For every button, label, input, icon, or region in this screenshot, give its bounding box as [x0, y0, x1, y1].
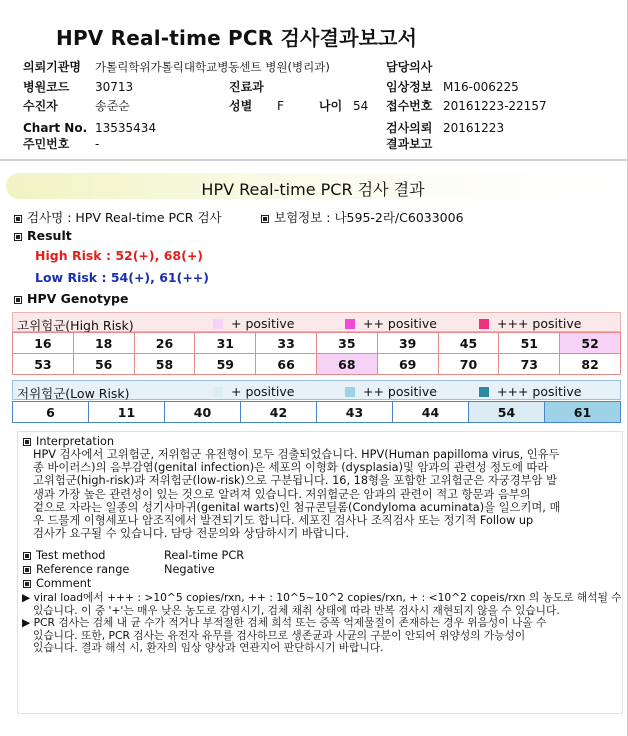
legend-low-plus-plus-plus	[479, 384, 581, 399]
comment-line: ▶ viral load에서 +++ : >10^5 copies/rxn, ++ : 10^5~10^2 copies/rxn, + : <10^2 copeis/rxn 의 농도로 해석될 수	[22, 591, 622, 604]
reference-range-line	[23, 563, 129, 576]
receipt-value: 20161223-22157	[443, 99, 547, 113]
gender-value: F	[277, 99, 284, 113]
clinical-info-label: 임상정보	[386, 80, 433, 94]
legend-low-plus-plus-swatch	[345, 387, 355, 397]
comment-heading-line	[23, 577, 91, 590]
genotype-cell: 35	[316, 333, 377, 354]
bullet-square-icon	[23, 552, 31, 560]
genotype-cell: 6	[13, 402, 89, 423]
genotype-cell: 43	[317, 402, 393, 423]
genotype-row	[13, 333, 621, 354]
bullet-square-icon	[23, 566, 31, 574]
test-method-label: Test method	[36, 549, 106, 562]
genotype-cell: 82	[560, 354, 621, 375]
genotype-cell: 69	[377, 354, 438, 375]
legend-low-plus-plus-text: ++ positive	[363, 384, 437, 399]
genotype-cell: 52	[560, 333, 621, 354]
high-risk-result	[35, 248, 203, 263]
genotype-cell: 70	[438, 354, 499, 375]
comment-line: 있습니다. 이 중 '+'는 매우 낮은 농도로 감염시기, 검체 채취 상태에 따라 반복 검사시 재현되지 않을 수 있습니다.	[33, 603, 560, 617]
high-risk-header	[12, 312, 621, 332]
bullet-square-icon	[261, 215, 269, 223]
genotype-cell: 26	[134, 333, 195, 354]
test-method-line	[23, 549, 105, 562]
low-risk-result	[35, 270, 209, 285]
interpretation-heading-line	[23, 435, 114, 448]
doctor-label: 담당의사	[386, 60, 433, 74]
genotype-cell: 56	[73, 354, 134, 375]
comment-text	[22, 592, 622, 655]
genotype-heading: HPV Genotype	[27, 291, 129, 306]
low-risk-value: : 54(+), 61(++)	[101, 270, 209, 285]
test-name-line	[14, 208, 222, 226]
bullet-square-icon	[14, 296, 22, 304]
interpretation-text	[33, 448, 560, 540]
interpretation-line: 검사가 요구될 수 있습니다. 담당 전문의와 상담하시기 바랍니다.	[33, 527, 350, 541]
low-risk-genotype-table	[12, 401, 621, 423]
chart-value: 13535434	[95, 121, 157, 135]
genotype-cell: 40	[165, 402, 241, 423]
legend-low-plus	[213, 384, 294, 399]
comment-line: ▶ PCR 검사는 검체 내 균 수가 적거나 부적절한 검체 희석 또는 증폭 억제물질이 존재하는 경우 위음성이 나올 수	[22, 616, 547, 630]
result-heading-line	[14, 228, 72, 243]
legend-plus-plus-plus	[479, 316, 581, 331]
banner-title: HPV Real-time PCR 검사 결과	[201, 180, 425, 199]
receipt-label: 접수번호	[386, 99, 433, 113]
genotype-cell: 54	[469, 402, 545, 423]
reference-range-label: Reference range	[36, 563, 130, 576]
result-heading: Result	[27, 228, 72, 243]
genotype-row	[13, 402, 621, 423]
genotype-cell: 61	[545, 402, 621, 423]
interpretation-line: 생과 가장 높은 관련성이 있는 것으로 알려져 있습니다. 저위험군은 암과의 관련이 적고 항문과 음부의	[33, 487, 531, 501]
gender-label: 성별	[229, 99, 253, 113]
legend-plus-text: + positive	[231, 316, 295, 331]
interpretation-line: 종 바이러스)의 음부감염(genital infection)은 세포의 이형화 (dysplasia)및 암과의 관련성 정도에 따라	[33, 461, 549, 475]
age-label: 나이	[319, 99, 343, 113]
comment-line: 있습니다. 또한, PCR 검사는 유전자 유무를 검사하므로 생존균과 사균의 구분이 안되어 위양성의 가능성이	[33, 628, 526, 642]
test-name: 검사명 : HPV Real-time PCR 검사	[27, 210, 222, 225]
legend-low-plus-plus-plus-swatch	[479, 387, 489, 397]
patient-value: 송준순	[95, 99, 130, 113]
low-risk-group-label: 저위험군(Low Risk)	[17, 386, 130, 401]
genotype-cell: 39	[377, 333, 438, 354]
result-banner	[6, 173, 620, 199]
high-risk-genotype-table	[12, 332, 621, 375]
request-date-value: 20161223	[443, 121, 505, 135]
insurance-line	[261, 208, 464, 226]
legend-plus-plus-plus-text: +++ positive	[497, 316, 582, 331]
low-risk-header	[12, 380, 621, 400]
reference-range-value: Negative	[164, 563, 215, 576]
institution-label: 의뢰기관명	[23, 60, 81, 74]
genotype-cell: 16	[13, 333, 74, 354]
genotype-cell: 11	[89, 402, 165, 423]
bullet-square-icon	[23, 438, 31, 446]
legend-plus-plus-swatch	[345, 319, 355, 329]
legend-low-plus-plus	[345, 384, 437, 399]
department-label: 진료과	[229, 80, 264, 94]
interpretation-line: 겉으로 자라는 일종의 성기사마귀(genital warts)인 첨규콘딜롬(Condyloma acuminata)을 일으키며, 매	[33, 500, 561, 514]
request-date-label: 검사의뢰	[386, 121, 433, 135]
genotype-cell: 68	[316, 354, 377, 375]
genotype-cell: 58	[134, 354, 195, 375]
low-risk-label: Low Risk	[35, 270, 98, 285]
legend-low-plus-plus-plus-text: +++ positive	[497, 384, 582, 399]
legend-plus-swatch	[213, 319, 223, 329]
bullet-square-icon	[23, 580, 31, 588]
genotype-heading-line	[14, 291, 128, 306]
comment-line: 있습니다. 결과 해석 시, 환자의 임상 양상과 연관지어 판단하시기 바랍니다.	[33, 641, 384, 655]
interpretation-heading: Interpretation	[36, 435, 115, 448]
age-value: 54	[353, 99, 369, 113]
genotype-cell: 31	[195, 333, 256, 354]
comment-heading: Comment	[36, 577, 92, 590]
report-title: HPV Real-time PCR 검사결과보고서	[56, 26, 418, 50]
legend-low-plus-swatch	[213, 387, 223, 397]
genotype-cell: 59	[195, 354, 256, 375]
institution-value: 가톨릭학위가톨릭대학교병동센트 병원(병리과)	[95, 60, 330, 74]
resident-value: -	[95, 137, 100, 151]
bullet-square-icon	[14, 215, 22, 223]
genotype-cell: 33	[256, 333, 317, 354]
interpretation-line: HPV 검사에서 고위험군, 저위험군 유전형이 모두 검출되었습니다. HPV(Human papilloma virus, 인유두	[33, 448, 560, 461]
header-divider	[0, 159, 628, 161]
high-risk-group-label: 고위험군(High Risk)	[17, 318, 134, 333]
interpretation-line: 우 드물게 이형세포나 암조직에서 발견되기도 합니다. 세포진 검사나 조직검사 또는 정기적 Follow up	[33, 514, 534, 528]
legend-plus-plus-text: ++ positive	[363, 316, 437, 331]
high-risk-label: High Risk	[35, 248, 102, 263]
resident-label: 주민번호	[23, 137, 70, 151]
genotype-cell: 44	[393, 402, 469, 423]
patient-label: 수진자	[23, 99, 58, 113]
hospital-code-value: 30713	[95, 80, 134, 94]
legend-plus-plus-plus-swatch	[479, 319, 489, 329]
genotype-row	[13, 354, 621, 375]
high-risk-value: : 52(+), 68(+)	[105, 248, 204, 263]
bullet-square-icon	[14, 233, 22, 241]
clinical-info-value: M16-006225	[443, 80, 519, 94]
genotype-cell: 18	[73, 333, 134, 354]
genotype-cell: 73	[499, 354, 560, 375]
genotype-cell: 45	[438, 333, 499, 354]
genotype-cell: 42	[241, 402, 317, 423]
test-method-value: Real-time PCR	[164, 549, 245, 562]
genotype-cell: 51	[499, 333, 560, 354]
genotype-cell: 66	[256, 354, 317, 375]
hospital-code-label: 병원코드	[23, 80, 70, 94]
interpretation-line: 고위험군(high-risk)과 저위험군(low-risk)으로 구분됩니다. 16, 18형을 포함한 고위험군은 자궁경부암 발	[33, 474, 557, 488]
chart-label: Chart No.	[23, 121, 88, 135]
legend-low-plus-text: + positive	[231, 384, 295, 399]
insurance-info: 보험정보 : 나595-2라/C6033006	[274, 210, 464, 225]
legend-plus-plus	[345, 316, 437, 331]
genotype-cell: 53	[13, 354, 74, 375]
legend-plus	[213, 316, 294, 331]
report-label: 결과보고	[386, 137, 433, 151]
